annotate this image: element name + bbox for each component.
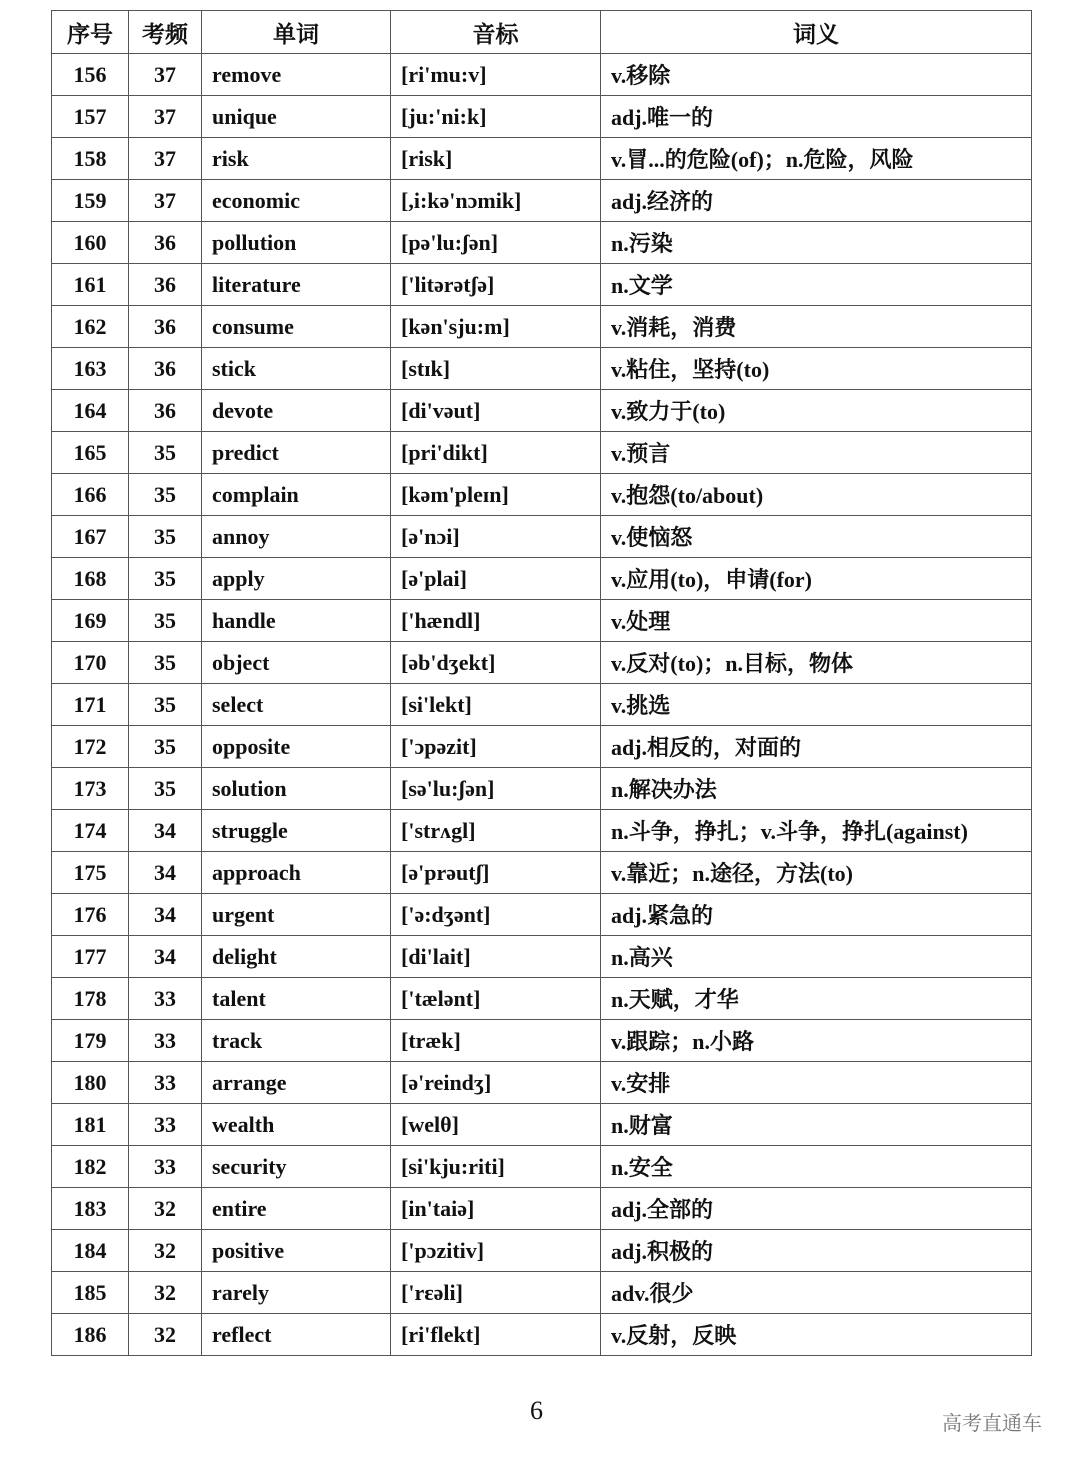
cell-meaning: v.跟踪；n.小路 bbox=[601, 1020, 1032, 1062]
table-row bbox=[52, 1188, 1032, 1230]
table-row bbox=[52, 1146, 1032, 1188]
cell-phonetic: ['ə:dʒənt] bbox=[391, 894, 601, 936]
header-word: 单词 bbox=[202, 11, 391, 54]
cell-index: 163 bbox=[52, 348, 129, 390]
table-row bbox=[52, 180, 1032, 222]
cell-index: 164 bbox=[52, 390, 129, 432]
cell-frequency: 36 bbox=[129, 264, 202, 306]
cell-word: devote bbox=[202, 390, 391, 432]
table-row bbox=[52, 1062, 1032, 1104]
cell-frequency: 36 bbox=[129, 390, 202, 432]
cell-word: positive bbox=[202, 1230, 391, 1272]
cell-word: track bbox=[202, 1020, 391, 1062]
cell-word: pollution bbox=[202, 222, 391, 264]
cell-phonetic: ['ɔpəzit] bbox=[391, 726, 601, 768]
watermark: 高考直通车 bbox=[942, 1411, 1042, 1435]
cell-phonetic: ['tælənt] bbox=[391, 978, 601, 1020]
table-row bbox=[52, 516, 1032, 558]
cell-meaning: n.斗争，挣扎；v.斗争，挣扎(against) bbox=[601, 810, 1032, 852]
cell-index: 181 bbox=[52, 1104, 129, 1146]
table-row bbox=[52, 348, 1032, 390]
cell-meaning: n.文学 bbox=[601, 264, 1032, 306]
cell-meaning: v.挑选 bbox=[601, 684, 1032, 726]
cell-frequency: 37 bbox=[129, 96, 202, 138]
cell-phonetic: [ə'reindʒ] bbox=[391, 1062, 601, 1104]
cell-meaning: v.应用(to)，申请(for) bbox=[601, 558, 1032, 600]
cell-index: 157 bbox=[52, 96, 129, 138]
cell-word: object bbox=[202, 642, 391, 684]
table-row bbox=[52, 1314, 1032, 1356]
cell-phonetic: [ə'prəutʃ] bbox=[391, 852, 601, 894]
table-row bbox=[52, 474, 1032, 516]
table-row bbox=[52, 558, 1032, 600]
cell-index: 176 bbox=[52, 894, 129, 936]
cell-word: wealth bbox=[202, 1104, 391, 1146]
cell-meaning: adj.积极的 bbox=[601, 1230, 1032, 1272]
cell-meaning: adv.很少 bbox=[601, 1272, 1032, 1314]
cell-word: handle bbox=[202, 600, 391, 642]
cell-frequency: 32 bbox=[129, 1188, 202, 1230]
header-meaning: 词义 bbox=[601, 11, 1032, 54]
cell-meaning: n.天赋，才华 bbox=[601, 978, 1032, 1020]
cell-phonetic: [stɪk] bbox=[391, 348, 601, 390]
table-row bbox=[52, 54, 1032, 96]
cell-frequency: 35 bbox=[129, 432, 202, 474]
cell-meaning: v.使恼怒 bbox=[601, 516, 1032, 558]
cell-frequency: 37 bbox=[129, 138, 202, 180]
cell-word: arrange bbox=[202, 1062, 391, 1104]
cell-meaning: adj.相反的，对面的 bbox=[601, 726, 1032, 768]
cell-word: risk bbox=[202, 138, 391, 180]
table-row bbox=[52, 726, 1032, 768]
cell-frequency: 34 bbox=[129, 936, 202, 978]
cell-index: 180 bbox=[52, 1062, 129, 1104]
table-row bbox=[52, 1230, 1032, 1272]
cell-phonetic: [welθ] bbox=[391, 1104, 601, 1146]
cell-frequency: 37 bbox=[129, 54, 202, 96]
cell-word: unique bbox=[202, 96, 391, 138]
table-row bbox=[52, 642, 1032, 684]
cell-phonetic: [si'kju:riti] bbox=[391, 1146, 601, 1188]
cell-index: 159 bbox=[52, 180, 129, 222]
cell-meaning: v.抱怨(to/about) bbox=[601, 474, 1032, 516]
cell-frequency: 35 bbox=[129, 726, 202, 768]
cell-frequency: 33 bbox=[129, 1062, 202, 1104]
cell-meaning: n.财富 bbox=[601, 1104, 1032, 1146]
cell-index: 174 bbox=[52, 810, 129, 852]
cell-index: 175 bbox=[52, 852, 129, 894]
cell-frequency: 34 bbox=[129, 894, 202, 936]
cell-meaning: adj.紧急的 bbox=[601, 894, 1032, 936]
cell-index: 172 bbox=[52, 726, 129, 768]
cell-meaning: n.安全 bbox=[601, 1146, 1032, 1188]
cell-frequency: 33 bbox=[129, 1104, 202, 1146]
cell-frequency: 37 bbox=[129, 180, 202, 222]
cell-index: 182 bbox=[52, 1146, 129, 1188]
cell-meaning: v.反射，反映 bbox=[601, 1314, 1032, 1356]
cell-word: entire bbox=[202, 1188, 391, 1230]
cell-phonetic: [si'lekt] bbox=[391, 684, 601, 726]
table-row bbox=[52, 810, 1032, 852]
cell-frequency: 35 bbox=[129, 642, 202, 684]
cell-frequency: 36 bbox=[129, 306, 202, 348]
cell-frequency: 32 bbox=[129, 1272, 202, 1314]
cell-meaning: adj.唯一的 bbox=[601, 96, 1032, 138]
cell-word: economic bbox=[202, 180, 391, 222]
cell-meaning: v.靠近；n.途径，方法(to) bbox=[601, 852, 1032, 894]
cell-phonetic: ['pɔzitiv] bbox=[391, 1230, 601, 1272]
table-row bbox=[52, 138, 1032, 180]
cell-frequency: 36 bbox=[129, 222, 202, 264]
cell-index: 169 bbox=[52, 600, 129, 642]
cell-phonetic: [,i:kə'nɔmik] bbox=[391, 180, 601, 222]
table-row bbox=[52, 432, 1032, 474]
cell-word: struggle bbox=[202, 810, 391, 852]
cell-frequency: 32 bbox=[129, 1314, 202, 1356]
cell-frequency: 35 bbox=[129, 768, 202, 810]
cell-meaning: v.反对(to)；n.目标，物体 bbox=[601, 642, 1032, 684]
vocabulary-table bbox=[51, 10, 1032, 1356]
cell-meaning: v.安排 bbox=[601, 1062, 1032, 1104]
cell-word: reflect bbox=[202, 1314, 391, 1356]
cell-frequency: 35 bbox=[129, 600, 202, 642]
cell-meaning: v.移除 bbox=[601, 54, 1032, 96]
cell-word: apply bbox=[202, 558, 391, 600]
cell-phonetic: ['strʌgl] bbox=[391, 810, 601, 852]
table-row bbox=[52, 1020, 1032, 1062]
table-row bbox=[52, 264, 1032, 306]
cell-frequency: 36 bbox=[129, 348, 202, 390]
cell-index: 167 bbox=[52, 516, 129, 558]
cell-phonetic: [træk] bbox=[391, 1020, 601, 1062]
cell-phonetic: [ju:'ni:k] bbox=[391, 96, 601, 138]
cell-index: 161 bbox=[52, 264, 129, 306]
cell-frequency: 32 bbox=[129, 1230, 202, 1272]
cell-frequency: 33 bbox=[129, 1146, 202, 1188]
cell-word: literature bbox=[202, 264, 391, 306]
cell-word: talent bbox=[202, 978, 391, 1020]
header-frequency: 考频 bbox=[129, 11, 202, 54]
cell-word: predict bbox=[202, 432, 391, 474]
cell-meaning: v.粘住，坚持(to) bbox=[601, 348, 1032, 390]
cell-frequency: 34 bbox=[129, 810, 202, 852]
cell-phonetic: [pri'dikt] bbox=[391, 432, 601, 474]
cell-index: 178 bbox=[52, 978, 129, 1020]
table-row bbox=[52, 1104, 1032, 1146]
cell-meaning: n.污染 bbox=[601, 222, 1032, 264]
cell-index: 184 bbox=[52, 1230, 129, 1272]
table-row bbox=[52, 1272, 1032, 1314]
table-row bbox=[52, 936, 1032, 978]
cell-meaning: adj.经济的 bbox=[601, 180, 1032, 222]
cell-word: complain bbox=[202, 474, 391, 516]
table-row bbox=[52, 684, 1032, 726]
cell-index: 170 bbox=[52, 642, 129, 684]
table-row bbox=[52, 96, 1032, 138]
cell-word: opposite bbox=[202, 726, 391, 768]
cell-phonetic: ['litərətʃə] bbox=[391, 264, 601, 306]
cell-index: 165 bbox=[52, 432, 129, 474]
cell-word: security bbox=[202, 1146, 391, 1188]
cell-index: 177 bbox=[52, 936, 129, 978]
cell-phonetic: [pə'lu:ʃən] bbox=[391, 222, 601, 264]
cell-index: 183 bbox=[52, 1188, 129, 1230]
cell-frequency: 35 bbox=[129, 474, 202, 516]
cell-word: delight bbox=[202, 936, 391, 978]
table-row bbox=[52, 852, 1032, 894]
cell-phonetic: [ə'plai] bbox=[391, 558, 601, 600]
cell-meaning: adj.全部的 bbox=[601, 1188, 1032, 1230]
cell-index: 156 bbox=[52, 54, 129, 96]
table-row bbox=[52, 978, 1032, 1020]
cell-index: 168 bbox=[52, 558, 129, 600]
table-row bbox=[52, 768, 1032, 810]
cell-word: stick bbox=[202, 348, 391, 390]
cell-phonetic: ['hændl] bbox=[391, 600, 601, 642]
cell-word: solution bbox=[202, 768, 391, 810]
cell-index: 171 bbox=[52, 684, 129, 726]
header-phonetic: 音标 bbox=[391, 11, 601, 54]
table-row bbox=[52, 390, 1032, 432]
cell-meaning: v.处理 bbox=[601, 600, 1032, 642]
table-header-row bbox=[52, 11, 1032, 54]
table-row bbox=[52, 222, 1032, 264]
cell-word: remove bbox=[202, 54, 391, 96]
cell-meaning: v.冒...的危险(of)；n.危险，风险 bbox=[601, 138, 1032, 180]
cell-word: rarely bbox=[202, 1272, 391, 1314]
cell-phonetic: ['rɛəli] bbox=[391, 1272, 601, 1314]
cell-frequency: 35 bbox=[129, 684, 202, 726]
cell-phonetic: [in'taiə] bbox=[391, 1188, 601, 1230]
cell-frequency: 33 bbox=[129, 1020, 202, 1062]
cell-phonetic: [risk] bbox=[391, 138, 601, 180]
cell-index: 186 bbox=[52, 1314, 129, 1356]
table-row bbox=[52, 600, 1032, 642]
cell-phonetic: [ri'flekt] bbox=[391, 1314, 601, 1356]
cell-frequency: 35 bbox=[129, 558, 202, 600]
cell-phonetic: [di'vəut] bbox=[391, 390, 601, 432]
cell-word: approach bbox=[202, 852, 391, 894]
cell-phonetic: [ri'mu:v] bbox=[391, 54, 601, 96]
table-row bbox=[52, 894, 1032, 936]
cell-index: 166 bbox=[52, 474, 129, 516]
cell-phonetic: [di'lait] bbox=[391, 936, 601, 978]
cell-word: annoy bbox=[202, 516, 391, 558]
cell-word: consume bbox=[202, 306, 391, 348]
cell-index: 185 bbox=[52, 1272, 129, 1314]
cell-phonetic: [ə'nɔi] bbox=[391, 516, 601, 558]
cell-phonetic: [kəm'pleɪn] bbox=[391, 474, 601, 516]
page-number: 6 bbox=[530, 1396, 543, 1425]
cell-meaning: v.致力于(to) bbox=[601, 390, 1032, 432]
cell-index: 179 bbox=[52, 1020, 129, 1062]
header-index: 序号 bbox=[52, 11, 129, 54]
cell-phonetic: [əb'dʒekt] bbox=[391, 642, 601, 684]
cell-word: urgent bbox=[202, 894, 391, 936]
cell-word: select bbox=[202, 684, 391, 726]
cell-index: 173 bbox=[52, 768, 129, 810]
cell-index: 160 bbox=[52, 222, 129, 264]
cell-index: 158 bbox=[52, 138, 129, 180]
cell-meaning: v.消耗，消费 bbox=[601, 306, 1032, 348]
cell-meaning: v.预言 bbox=[601, 432, 1032, 474]
cell-frequency: 33 bbox=[129, 978, 202, 1020]
cell-meaning: n.解决办法 bbox=[601, 768, 1032, 810]
cell-frequency: 35 bbox=[129, 516, 202, 558]
cell-phonetic: [sə'lu:ʃən] bbox=[391, 768, 601, 810]
cell-phonetic: [kən'sju:m] bbox=[391, 306, 601, 348]
cell-meaning: n.高兴 bbox=[601, 936, 1032, 978]
table-row bbox=[52, 306, 1032, 348]
cell-frequency: 34 bbox=[129, 852, 202, 894]
cell-index: 162 bbox=[52, 306, 129, 348]
